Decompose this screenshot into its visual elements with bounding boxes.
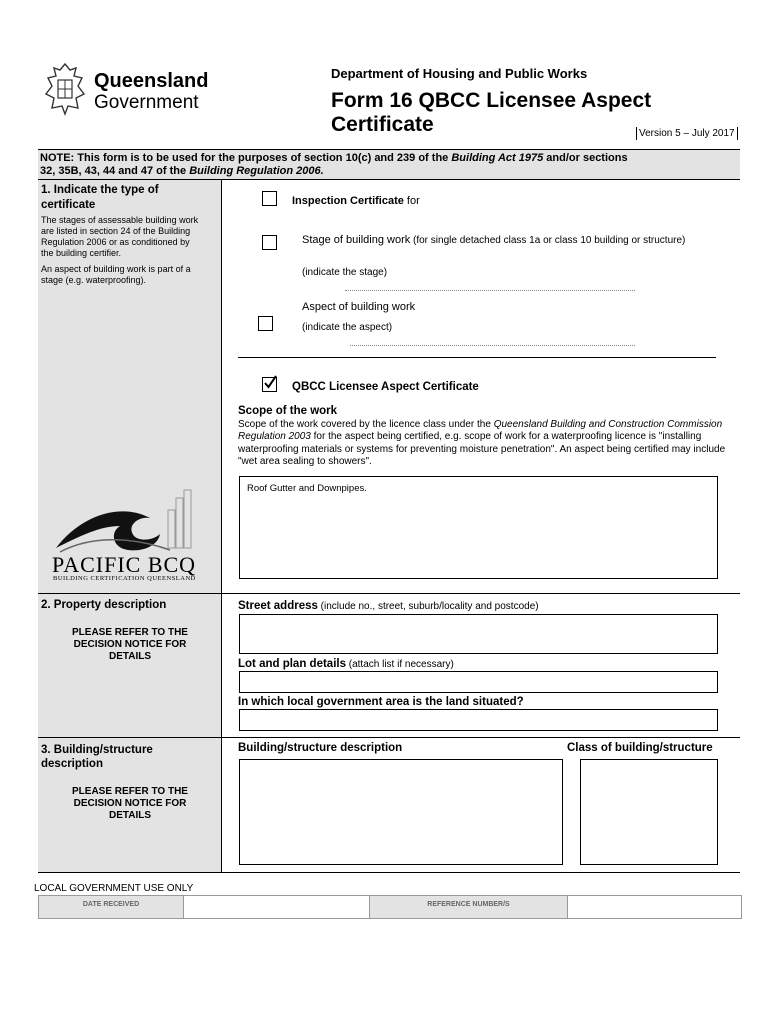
qbcc-label: QBCC Licensee Aspect Certificate [292, 381, 479, 393]
inspection-label [292, 195, 420, 207]
aspect-checkbox[interactable] [258, 316, 273, 331]
date-received-input[interactable] [184, 896, 370, 918]
date-received-label: DATE RECEIVED [82, 901, 140, 908]
stage-input-line[interactable] [345, 290, 635, 291]
reference-label: REFERENCE NUMBER/S [427, 901, 510, 908]
note-text-c: 32, 35B, 43, 44 and 47 of the [40, 165, 190, 177]
scope-text [238, 419, 738, 469]
form-title-line1: Form 16 QBCC Licensee Aspect [331, 89, 652, 112]
building-class-label: Class of building/structure [567, 742, 713, 754]
note-regulation: Building Regulation 2006. [189, 165, 324, 177]
lot-bold: Lot and plan details [238, 658, 346, 670]
inspection-bold: Inspection Certificate [292, 195, 404, 207]
aspect-label: Aspect of building work [302, 301, 416, 313]
building-description-input[interactable] [239, 759, 563, 865]
building-desc-label: Building/structure description [238, 742, 403, 754]
logo-line1: Queensland [94, 70, 209, 92]
local-government-use-label: LOCAL GOVERNMENT USE ONLY [34, 883, 194, 894]
pacific-bcq-tagline: BUILDING CERTIFICATION QUEENSLAND [53, 575, 196, 582]
scope-value: Roof Gutter and Downpipes. [247, 483, 367, 494]
street-address-input[interactable] [239, 614, 718, 654]
scope-text-b: for the aspect being certified, e.g. scope of work for a waterproofing licence is "installing waterproofing materials or systems for preventing moisture penetration". An aspect being certified may include "wet area sealing to showers". [238, 431, 726, 468]
lg-use-table [38, 895, 742, 919]
inspection-separator [238, 357, 716, 358]
stage-note: (for single detached class 1a or class 10 building or structure) [410, 235, 686, 246]
section1-heading: 1. Indicate the type of certificate [41, 184, 159, 211]
section3-refer: PLEASE REFER TO THE DECISION NOTICE FOR DETAILS [72, 786, 188, 821]
department-name: Department of Housing and Public Works [331, 66, 588, 81]
section1-help2: An aspect of building work is part of a stage (e.g. waterproofing). [41, 264, 191, 285]
section2-heading: 2. Property description [41, 599, 167, 611]
scope-regulation: Queensland Building and Construction Commission Regulation 2003 [238, 419, 723, 443]
logo-line2: Government [94, 92, 199, 113]
indicate-aspect-label: (indicate the aspect) [302, 322, 393, 333]
lot-rest: (attach list if necessary) [345, 659, 454, 670]
form-title-line2: Certificate [331, 113, 434, 136]
qbcc-checkbox[interactable] [262, 377, 277, 392]
reference-input[interactable] [568, 896, 741, 918]
inspection-rest: for [403, 195, 420, 207]
section-divider-2 [38, 593, 740, 594]
aspect-input-line[interactable] [350, 345, 635, 346]
coat-of-arms-icon [40, 60, 90, 116]
lot-plan-input[interactable] [239, 671, 718, 693]
lot-plan-label [238, 658, 454, 670]
section-divider-3 [38, 737, 740, 738]
note-text-b: and/or sections [543, 152, 628, 164]
section-divider-bottom [38, 872, 740, 873]
street-rest: (include no., street, suburb/locality and postcode) [317, 601, 539, 612]
stage-label-text: Stage of building work [302, 234, 411, 246]
lga-label: In which local government area is the land situated? [238, 696, 524, 708]
stage-label [302, 234, 712, 247]
version-label: Version 5 – July 2017 [636, 127, 738, 140]
note-act: Building Act 1975 [451, 152, 544, 164]
inspection-certificate-checkbox[interactable] [262, 191, 277, 206]
indicate-stage-label: (indicate the stage) [302, 267, 388, 278]
note-text-a: NOTE: This form is to be used for the purposes of section 10(c) and 239 of the [40, 152, 452, 164]
section2-refer: PLEASE REFER TO THE DECISION NOTICE FOR DETAILS [72, 627, 188, 662]
date-received-cell [39, 896, 184, 918]
pacific-bcq-logo [50, 486, 215, 586]
street-address-label [238, 600, 539, 612]
wave-logo-icon [50, 486, 215, 558]
section-divider-top [38, 179, 740, 180]
street-bold: Street address [238, 600, 318, 612]
section3-heading: 3. Building/structure description [41, 744, 153, 770]
reference-cell [370, 896, 568, 918]
lga-input[interactable] [239, 709, 718, 731]
scope-text-a: Scope of the work covered by the licence class under the [238, 419, 494, 430]
section1-help1: The stages of assessable building work are listed in section 24 of the Building Regulation 2006 or as conditioned by the building certifier. [41, 215, 199, 258]
scope-heading: Scope of the work [238, 405, 338, 417]
building-class-input[interactable] [580, 759, 718, 865]
pacific-bcq-name: PACIFIC BCQ [52, 552, 197, 577]
note-text [40, 152, 738, 178]
qld-government-logo [40, 60, 220, 120]
scope-input[interactable] [239, 476, 718, 579]
stage-checkbox[interactable] [262, 235, 277, 250]
checkmark-icon [262, 375, 278, 391]
